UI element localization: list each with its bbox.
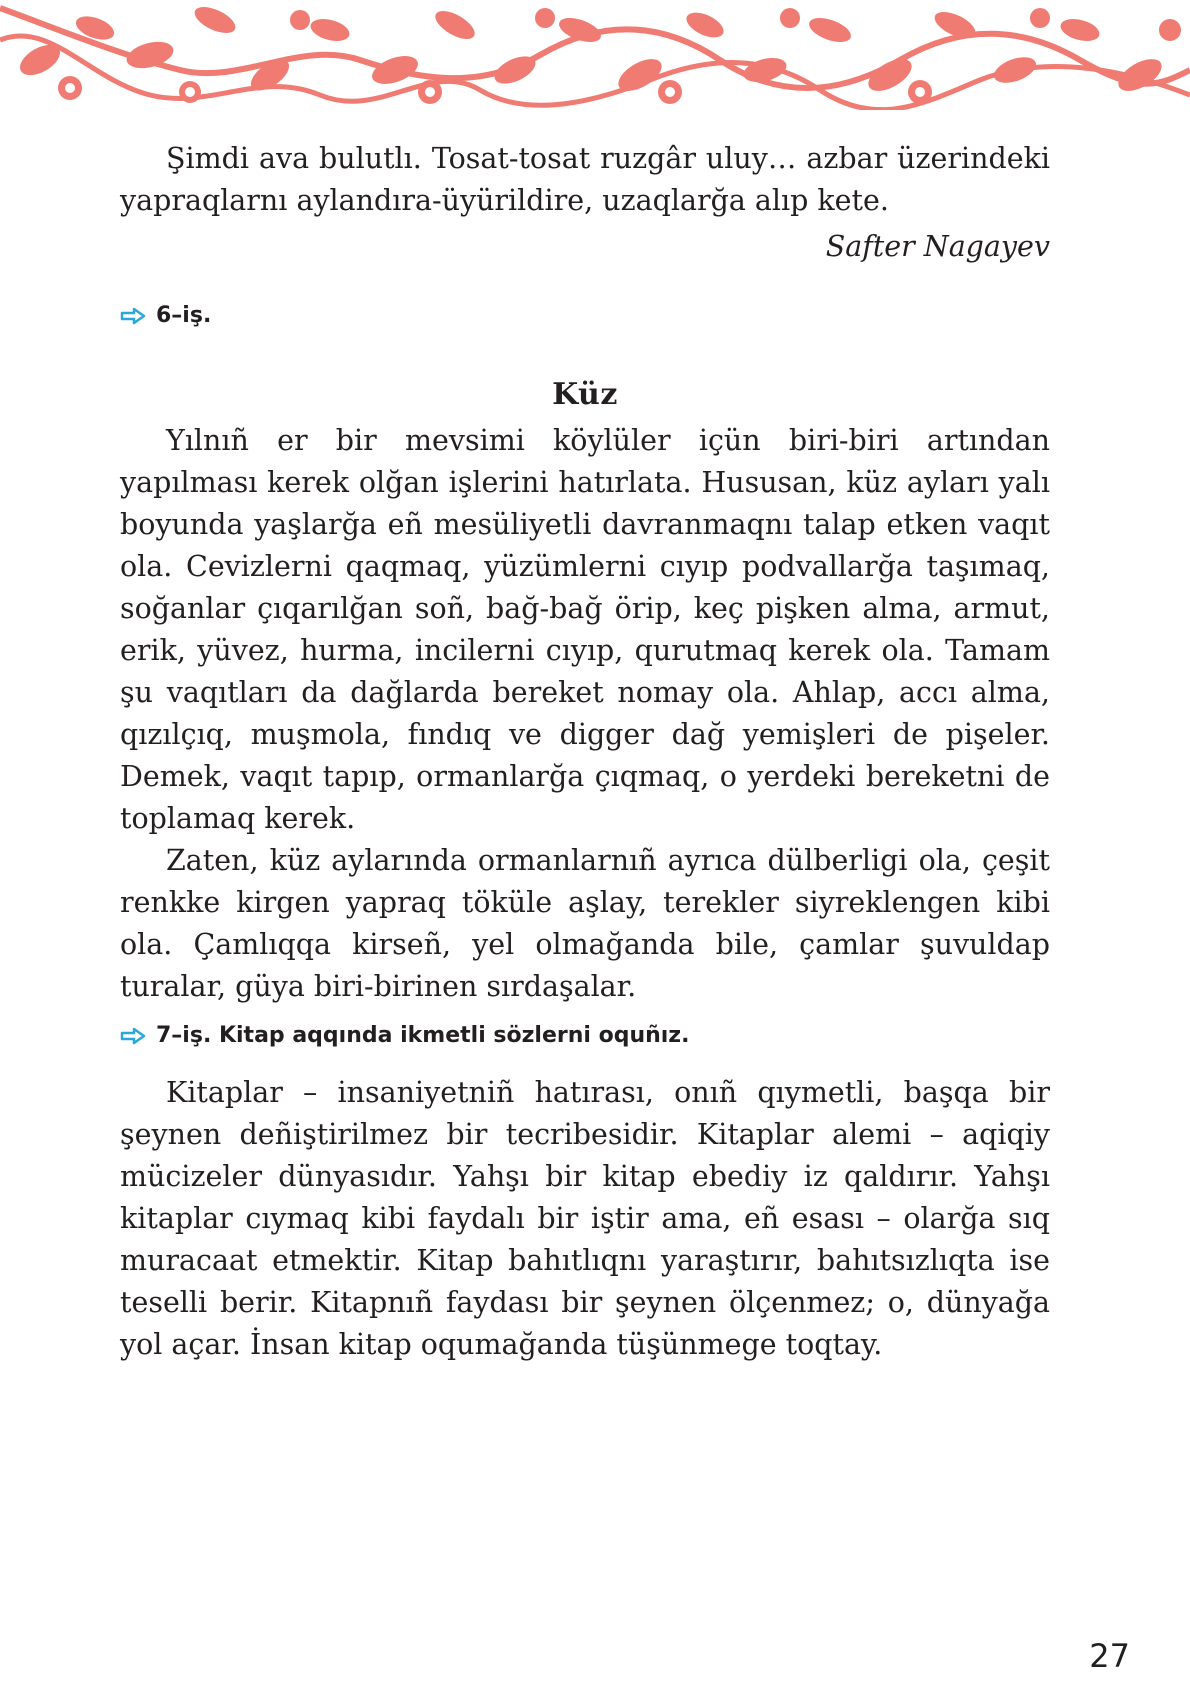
task-7-label: 7–iş. Kitap aqqında ikmetli sözlerni oquñız. — [156, 1023, 690, 1048]
task-6-heading — [120, 302, 1050, 330]
page-number: 27 — [1089, 1637, 1130, 1675]
story-paragraph-1: Yılnıñ er bir mevsimi köylüler içün biri-biri artından yapılması kerek olğan işlerini hatırlata. Hususan, küz ayları yalı boyunda yaşlarğa eñ mesüliyetli davranmaqnı talap etken vaqıt ola. Cevizlerni qaqmaq, yüzümlerni cıyıp podvallarğa taşımaq, soğanlar çıqarılğan soñ, bağ-bağ örip, keç pişken alma, armut, erik, yüvez, hurma, incilerni cıyıp, qurutmaq kerek ola. Tamam şu vaqıtları da dağlarda bereket nomay ola. Ahlap, accı alma, qızılçıq, muşmola, fındıq ve digger dağ yemişleri de pişeler. Demek, vaqıt tapıp, ormanlarğa çıqmaq, o yerdeki bereketni de toplamaq kerek. — [120, 424, 1050, 835]
task-6-label: 6–iş. — [156, 303, 212, 328]
floral-ornament-border — [0, 0, 1190, 110]
story-title: Küz — [552, 377, 618, 412]
arrow-right-icon — [120, 307, 146, 325]
story-paragraph-2: Zaten, küz aylarında ormanlarnıñ ayrıca dülberligi ola, çeşit renkke kirgen yapraq töküle aşlay, terekler siyreklengen kibi ola. Çamlıqqa kirseñ, yel olmağanda bile, çamlar şuvuldap turalar, güya biri-birinen sırdaşalar. — [120, 844, 1050, 1003]
intro-paragraph: Şimdi ava bulutlı. Tosat-tosat ruzgâr uluy… azbar üzerindeki yapraqlarnı aylandıra-üyürildire, uzaqlarğa alıp kete. — [120, 142, 1050, 217]
quote-paragraph: Kitaplar – insaniyetniñ hatırası, onıñ qıymetli, başqa bir şeynen deñiştirilmez bir tecribesidir. Kitaplar alemi – aqiqiy mücizeler dünyasıdır. Yahşı bir kitap ebediy iz qaldırır. Yahşı kitaplar cıymaq kibi faydalı bir iştir ama, eñ esası – olarğa sıq muracaat etmektir. Kitap bahıtlıqnı yaraştırır, bahıtsızlıqta ise teselli berir. Kitapnıñ faydası bir şeynen ölçenmez; o, dünyağa yol açar. İnsan kitap oqumağanda tüşünmege toqtay. — [120, 1076, 1050, 1361]
intro-author: Safter Nagayev — [825, 230, 1050, 263]
arrow-right-icon — [120, 1027, 146, 1045]
task-7-heading — [120, 1022, 1050, 1050]
text-body — [120, 138, 1050, 1366]
